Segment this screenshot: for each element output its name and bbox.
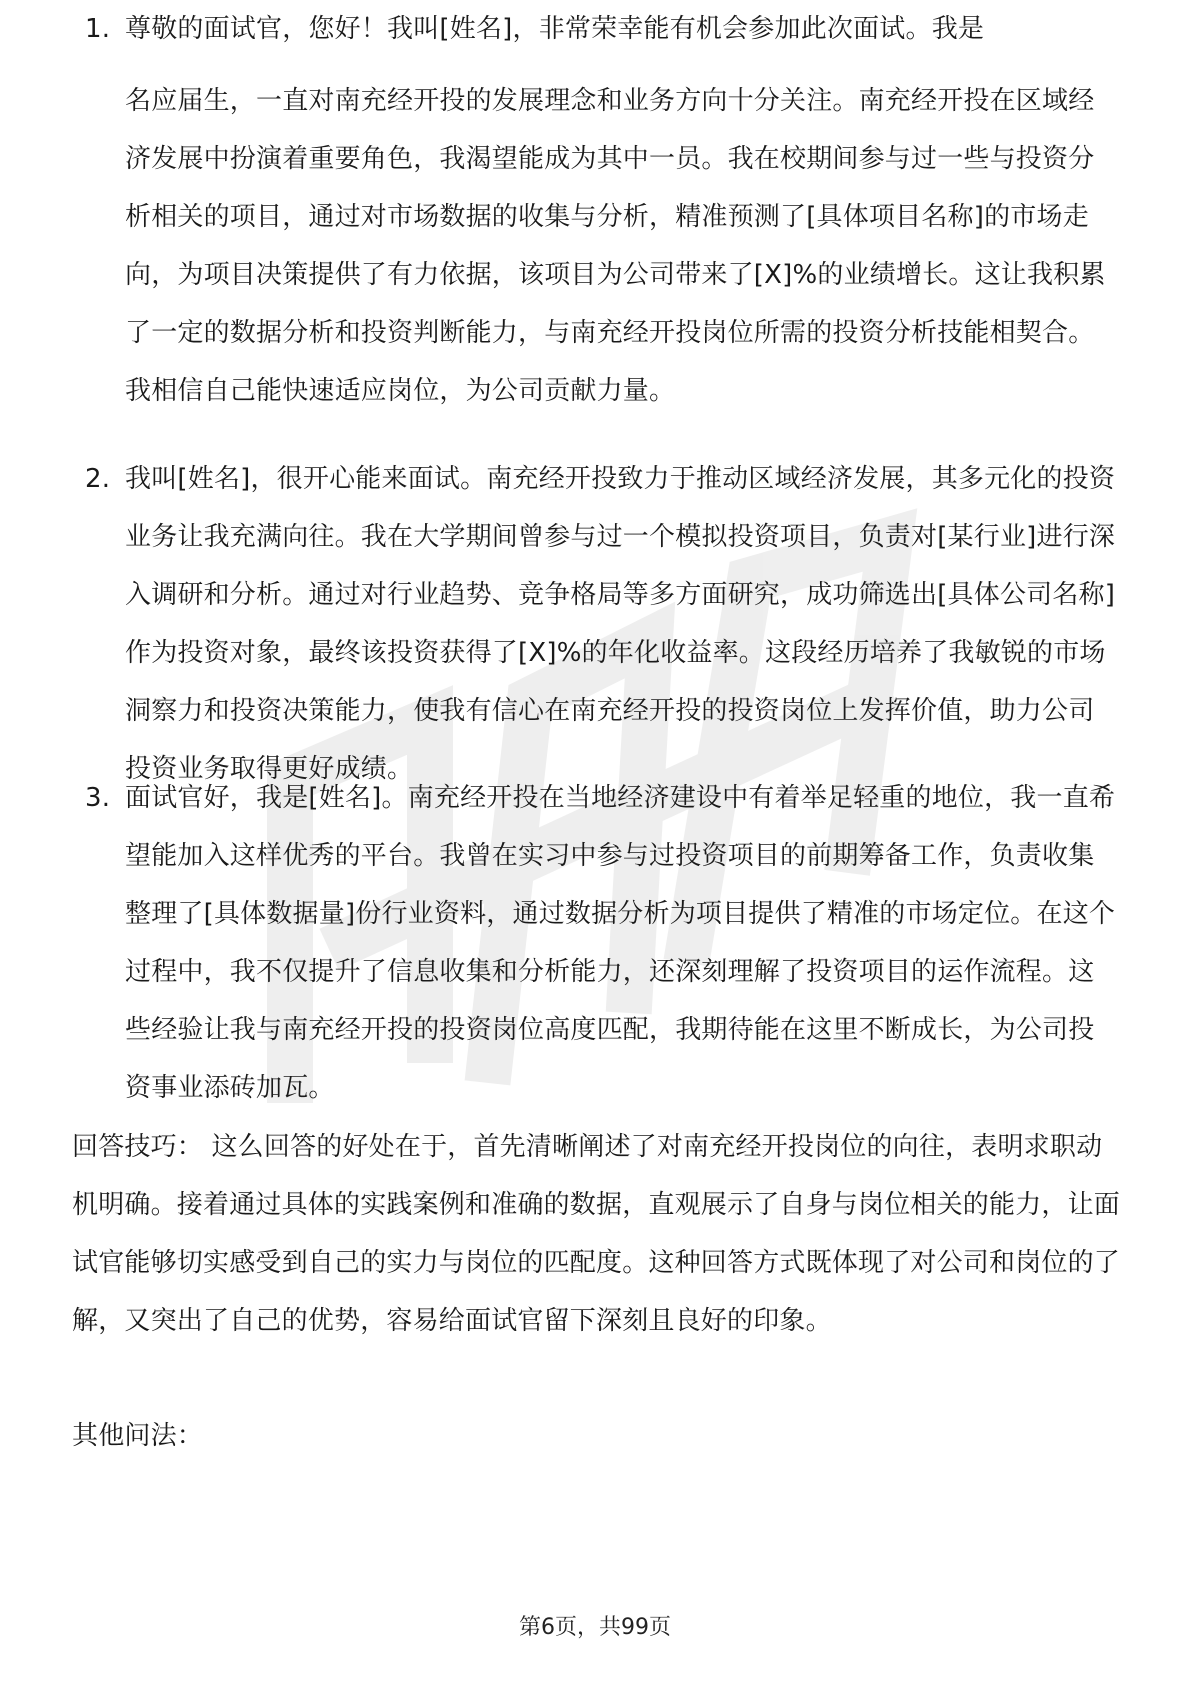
list-item bbox=[85, 14, 1120, 420]
list-number: 1. bbox=[85, 14, 111, 44]
list-number: 2. bbox=[85, 464, 111, 494]
list-number: 3. bbox=[85, 783, 111, 813]
page-footer: 第6页，共99页 bbox=[519, 1615, 671, 1640]
partial-line-text: 尊敬的面试官，您好！我叫[姓名]，非常荣幸能有机会参加此次面试。我是 bbox=[125, 14, 985, 44]
list-item bbox=[85, 450, 1120, 798]
answer-text: 名应届生，一直对南充经开投的发展理念和业务方向十分关注。南充经开投在区域经济发展中扮演着重要角色，我渴望能成为其中一员。我在校期间参与过一些与投资分析相关的项目，通过对市场数据的收集与分析，精准预测了[具体项目名称]的市场走向，为项目决策提供了有力依据，该项目为公司带来了[X]%的业绩增长。这让我积累了一定的数据分析和投资判断能力，与南充经开投岗位所需的投资分析技能相契合。我相信自己能快速适应岗位，为公司贡献力量。 bbox=[125, 86, 1106, 406]
answer-text: 我叫[姓名]，很开心能来面试。南充经开投致力于推动区域经济发展，其多元化的投资业务让我充满向往。我在大学期间曾参与过一个模拟投资项目，负责对[某行业]进行深入调研和分析。通过对行业趋势、竞争格局等多方面研究，成功筛选出[具体公司名称]作为投资对象，最终该投资获得了[X]%的年化收益率。这段经历培养了我敏锐的市场洞察力和投资决策能力，使我有信心在南充经开投的投资岗位上发挥价值，助力公司投资业务取得更好成绩。 bbox=[125, 464, 1116, 784]
answer-tips: 回答技巧： 这么回答的好处在于，首先清晰阐述了对南充经开投岗位的向往，表明求职动机明确。接着通过具体的实践案例和准确的数据，直观展示了自身与岗位相关的能力，让面试官能够切实感受到自己的实力与岗位的匹配度。这种回答方式既体现了对公司和岗位的了解，又突出了自己的优势，容易给面试官留下深刻且良好的印象。 bbox=[72, 1132, 1121, 1336]
list-item bbox=[85, 769, 1120, 1117]
cut-off-line bbox=[85, 14, 1120, 70]
answer-text: 面试官好，我是[姓名]。南充经开投在当地经济建设中有着举足轻重的地位，我一直希望能加入这样优秀的平台。我曾在实习中参与过投资项目的前期筹备工作，负责收集整理了[具体数据量]份行业资料，通过数据分析为项目提供了精准的市场定位。在这个过程中，我不仅提升了信息收集和分析能力，还深刻理解了投资项目的运作流程。这些经验让我与南充经开投的投资岗位高度匹配，我期待能在这里不断成长，为公司投资事业添砖加瓦。 bbox=[125, 783, 1116, 1103]
other-questions-label: 其他问法： bbox=[72, 1421, 204, 1451]
